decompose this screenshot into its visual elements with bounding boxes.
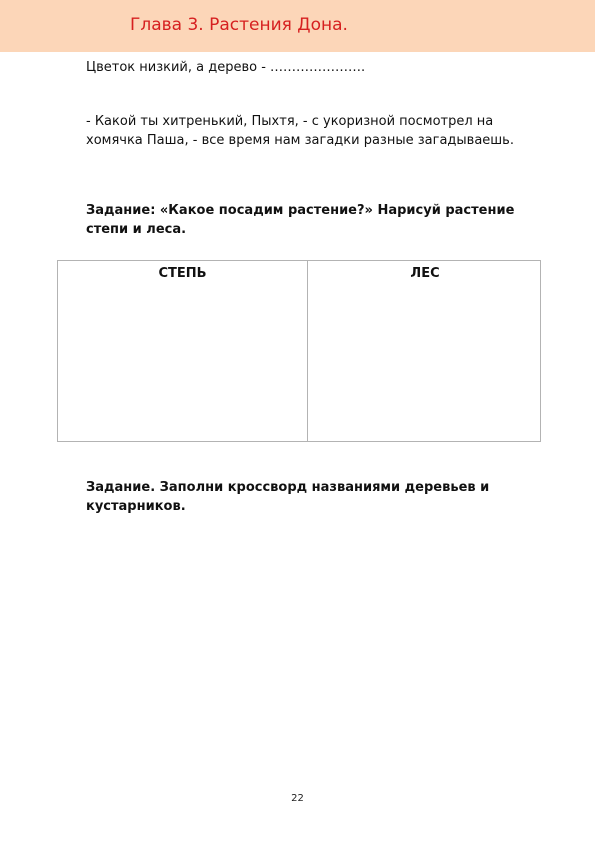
task1-line-2: степи и леса.: [86, 222, 187, 237]
dialogue-line-2: хомячка Паша, - все время нам загадки разные загадываешь.: [86, 133, 514, 148]
task2-line-2: кустарников.: [86, 499, 186, 514]
table-column-divider: [307, 261, 308, 441]
dialogue-line-1: - Какой ты хитренький, Пыхтя, - с укоризной посмотрел на: [86, 114, 494, 129]
task2-line-1: Задание. Заполни кроссворд названиями деревьев и: [86, 480, 490, 495]
riddle-line: Цветок низкий, а дерево - ………………….: [86, 60, 366, 75]
drawing-table: [57, 260, 541, 442]
column-header-steppe: СТЕПЬ: [158, 266, 207, 281]
chapter-title: Глава 3. Растения Дона.: [130, 15, 348, 35]
task1-line-1: Задание: «Какое посадим растение?» Нарисуй растение: [86, 203, 515, 218]
column-header-forest: ЛЕС: [410, 266, 440, 281]
page-number: 22: [291, 793, 304, 804]
